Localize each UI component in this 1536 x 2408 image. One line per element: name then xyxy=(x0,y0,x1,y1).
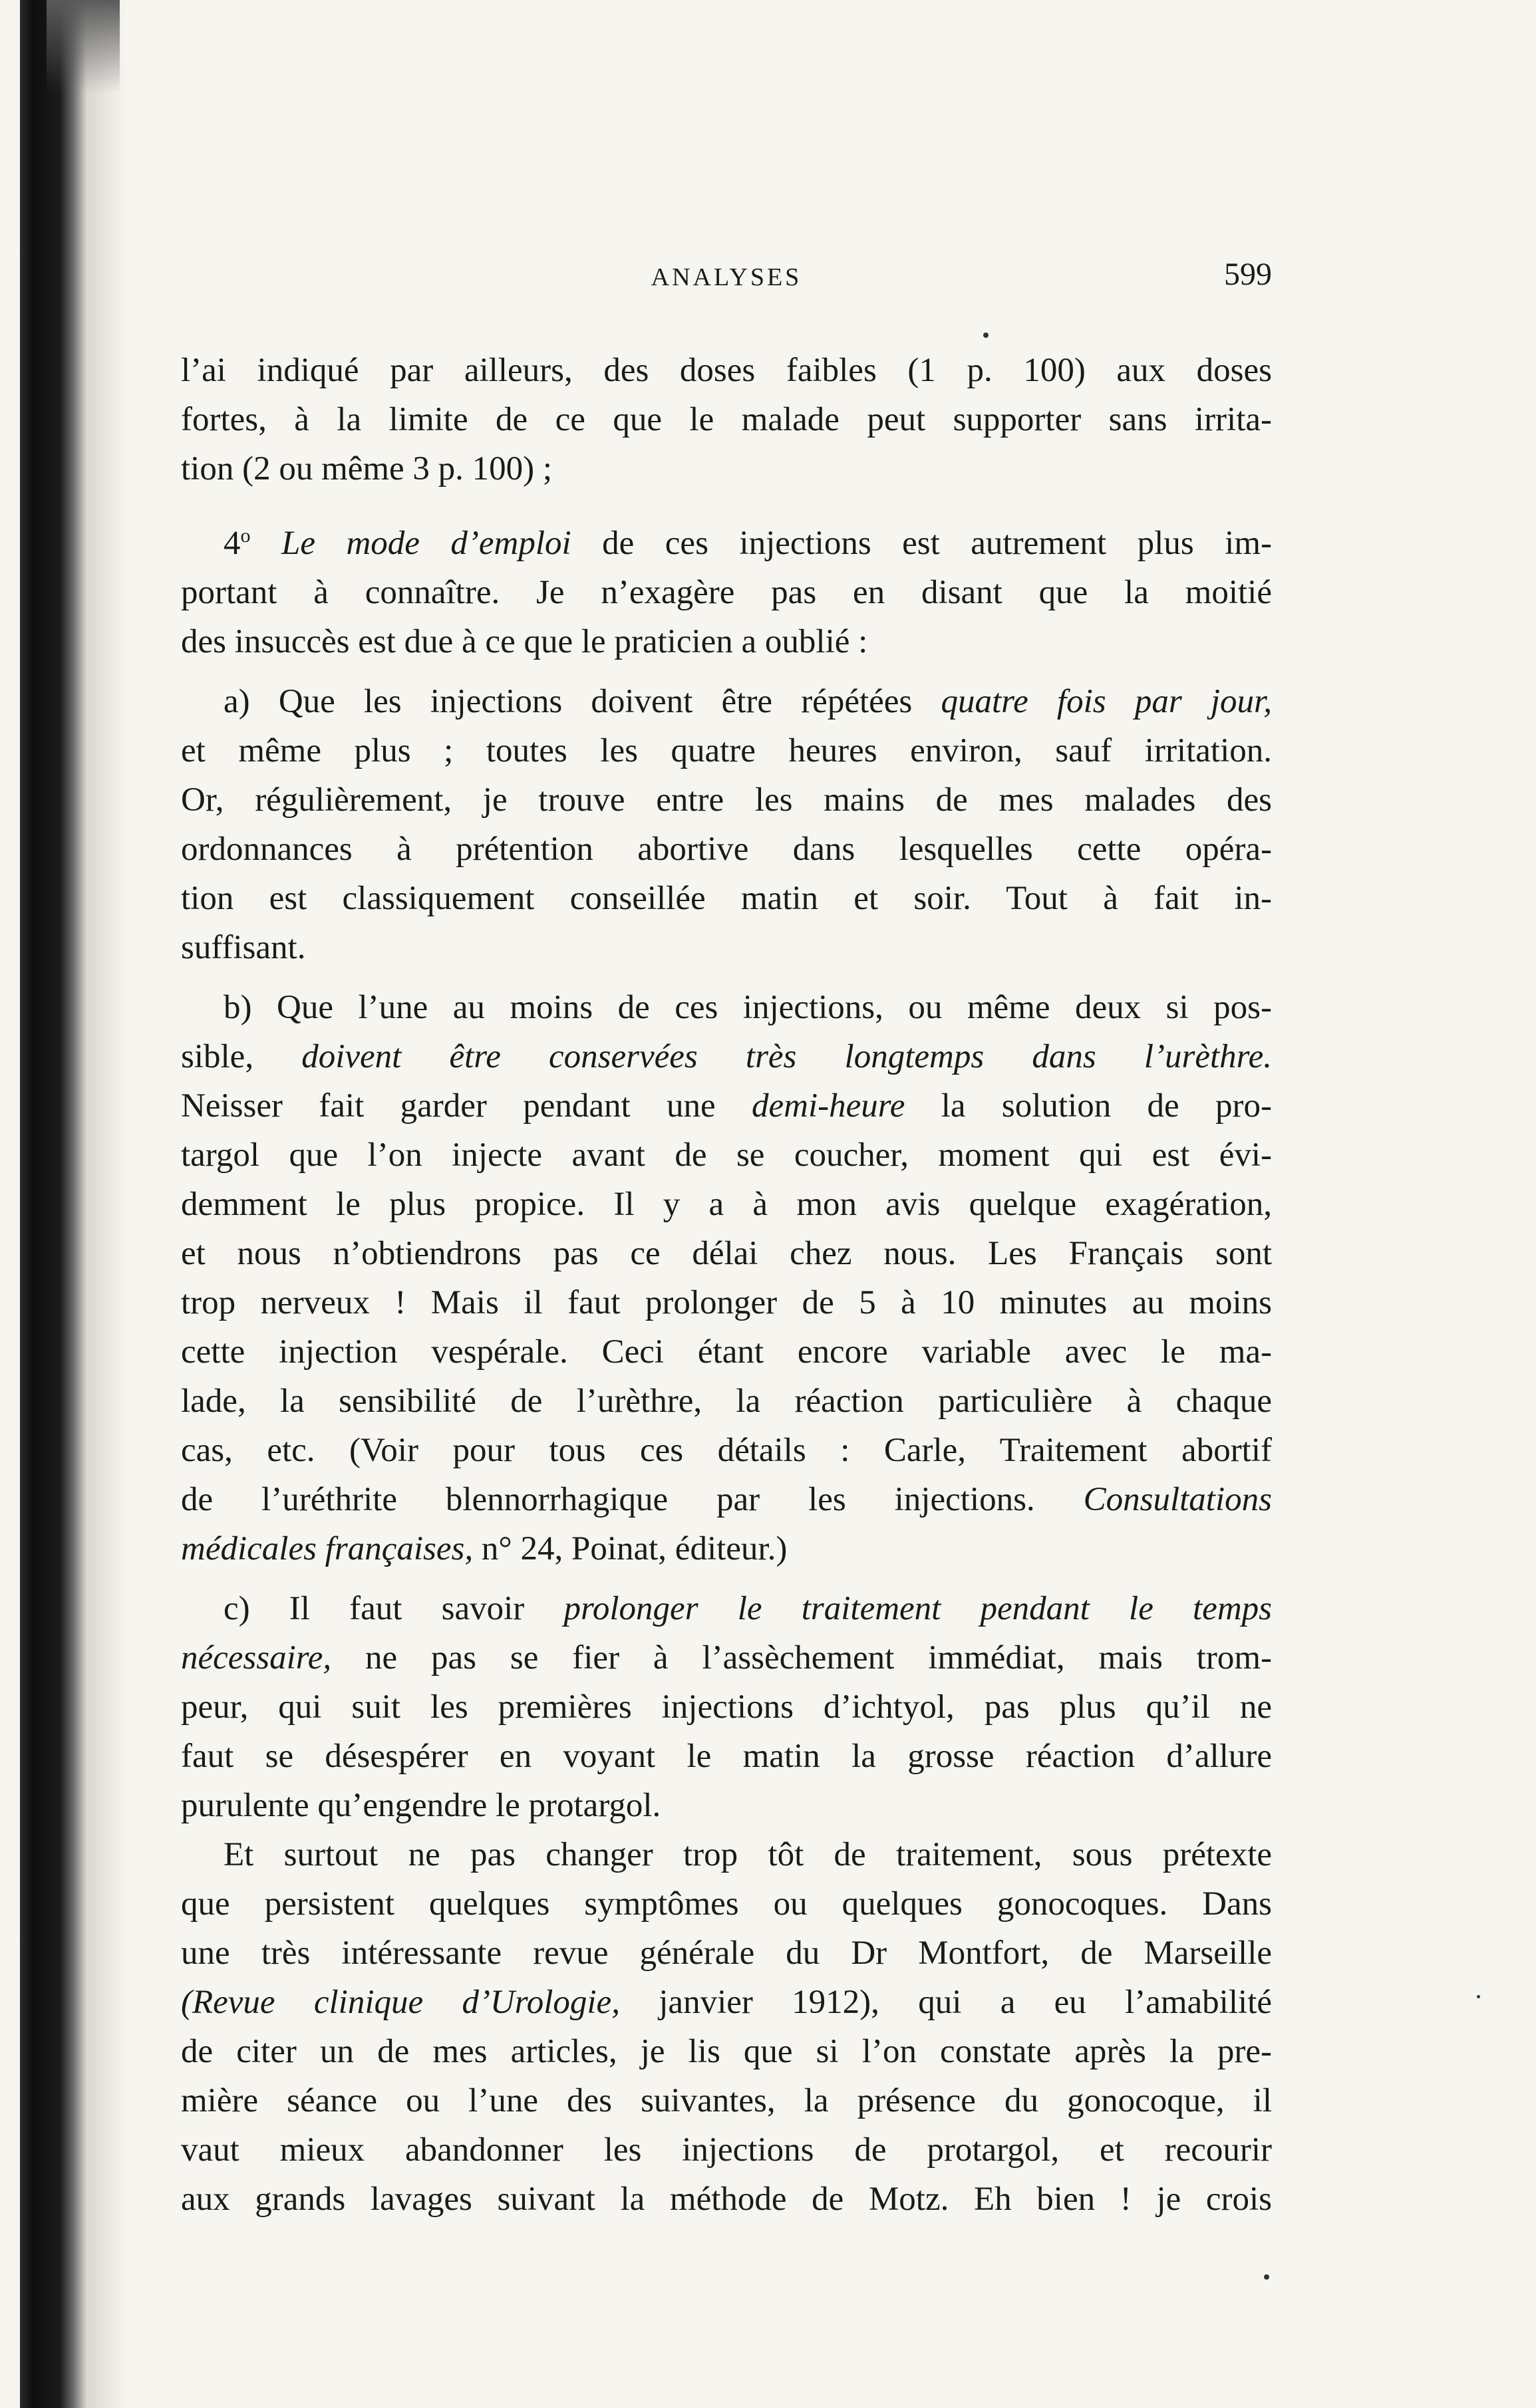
text-line: suffisant. xyxy=(181,929,306,966)
italic-phrase: médicales françaises, xyxy=(181,1530,474,1567)
text-run: Neisser fait garder pendant une xyxy=(181,1087,752,1125)
text-line: lade, la sensibilité de l’urèthre, la réaction particulière à chaque xyxy=(181,1383,1272,1420)
text-run: ne pas se fier à l’assèchement immédiat, mais trom- xyxy=(331,1639,1272,1676)
text-line: l’ai indiqué par ailleurs, des doses faibles (1 p. 100) aux doses xyxy=(181,352,1272,389)
text-line xyxy=(181,1633,1272,1682)
text-line xyxy=(181,1475,1272,1524)
text-line: et nous n’obtiendrons pas ce délai chez nous. Les Français sont xyxy=(181,1235,1272,1272)
scan-speck xyxy=(983,333,989,338)
body-text xyxy=(181,346,1272,2224)
italic-phrase: doivent être conservées très longtemps dans l’urèthre. xyxy=(301,1038,1272,1075)
text-line: portant à connaître. Je n’exagère pas en disant que la moitié xyxy=(181,574,1272,611)
text-line: targol que l’on injecte avant de se coucher, moment qui est évi- xyxy=(181,1137,1272,1174)
text-line: Et surtout ne pas changer trop tôt de traitement, sous prétexte xyxy=(224,1836,1272,1873)
text-run: la solution de pro- xyxy=(905,1087,1273,1125)
text-line xyxy=(181,519,1272,568)
paragraph-gap xyxy=(181,493,1272,519)
text-line: mière séance ou l’une des suivantes, la présence du gonocoque, il xyxy=(181,2082,1272,2119)
text-line: purulente qu’engendre le protargol. xyxy=(181,1787,661,1824)
text-line xyxy=(181,1524,1272,1573)
item-number: 4 xyxy=(224,525,241,562)
text-line: tion est classiquement conseillée matin et soir. Tout à fait in- xyxy=(181,880,1272,917)
text-line: b) Que l’une au moins de ces injections, ou même deux si pos- xyxy=(224,989,1272,1026)
paragraph-gap xyxy=(181,1573,1272,1584)
text-run: de ces injections est autrement plus im- xyxy=(571,525,1272,562)
text-run: janvier 1912), qui a eu l’amabilité xyxy=(619,1984,1272,2021)
text-line: et même plus ; toutes les quatre heures environ, sauf irritation. xyxy=(181,732,1272,769)
text-line: aux grands lavages suivant la méthode de Motz. Eh bien ! je crois xyxy=(181,2181,1272,2218)
text-line xyxy=(181,1032,1272,1081)
text-run: n° 24, Poinat, éditeur.) xyxy=(473,1530,788,1567)
text-run: de l’uréthrite blennorrhagique par les injections. xyxy=(181,1481,1084,1518)
text-run: sible, xyxy=(181,1038,302,1075)
text-line: des insuccès est due à ce que le praticien a oublié : xyxy=(181,623,868,660)
text-run: a) Que les injections doivent être répétées xyxy=(224,683,941,720)
text-line: fortes, à la limite de ce que le malade peut supporter sans irrita- xyxy=(181,401,1272,438)
text-line xyxy=(181,1584,1272,1633)
text-run: c) Il faut savoir xyxy=(224,1590,564,1627)
binding-shadow xyxy=(0,0,126,2408)
italic-phrase: (Revue clinique d’Urologie, xyxy=(181,1984,620,2021)
italic-phrase: Consultations xyxy=(1083,1481,1272,1518)
text-line: tion (2 ou même 3 p. 100) ; xyxy=(181,450,553,487)
text-line: trop nerveux ! Mais il faut prolonger de 5 à 10 minutes au moins xyxy=(181,1284,1272,1321)
text-line: vaut mieux abandonner les injections de protargol, et recourir xyxy=(181,2131,1272,2169)
paragraph-gap xyxy=(181,972,1272,983)
text-line: une très intéressante revue générale du Dr Montfort, de Marseille xyxy=(181,1935,1272,1972)
page-header xyxy=(181,257,1272,309)
text-line: cas, etc. (Voir pour tous ces détails : Carle, Traitement abortif xyxy=(181,1432,1272,1469)
italic-phrase: quatre fois par jour, xyxy=(941,683,1272,720)
italic-phrase: nécessaire, xyxy=(181,1639,332,1676)
text-line: faut se désespérer en voyant le matin la grosse réaction d’allure xyxy=(181,1738,1272,1775)
text-line: Or, régulièrement, je trouve entre les mains de mes malades des xyxy=(181,781,1272,819)
binding-shadow-top xyxy=(47,0,120,93)
page-number: 599 xyxy=(1224,257,1272,292)
text-line: ordonnances à prétention abortive dans lesquelles cette opéra- xyxy=(181,831,1272,868)
italic-phrase: Le mode d’emploi xyxy=(281,525,571,562)
text-line: demment le plus propice. Il y a à mon avis quelque exagération, xyxy=(181,1186,1272,1223)
italic-phrase: demi-heure xyxy=(751,1087,905,1125)
text-line: que persistent quelques symptômes ou quelques gonocoques. Dans xyxy=(181,1885,1272,1923)
ordinal-marker: o xyxy=(240,525,251,547)
scan-speck xyxy=(1264,2274,1269,2280)
scan-speck xyxy=(1477,1995,1480,1998)
text-line xyxy=(181,1081,1272,1131)
italic-phrase: prolonger le traitement pendant le temps xyxy=(563,1590,1272,1627)
text-line: cette injection vespérale. Ceci étant encore variable avec le ma- xyxy=(181,1333,1272,1371)
text-line xyxy=(181,677,1272,726)
text-line: de citer un de mes articles, je lis que si l’on constate après la pre- xyxy=(181,2033,1272,2070)
text-line xyxy=(181,1978,1272,2027)
running-title: ANALYSES xyxy=(651,263,802,291)
paragraph-gap xyxy=(181,666,1272,677)
text-line: peur, qui suit les premières injections d’ichtyol, pas plus qu’il ne xyxy=(181,1688,1272,1726)
